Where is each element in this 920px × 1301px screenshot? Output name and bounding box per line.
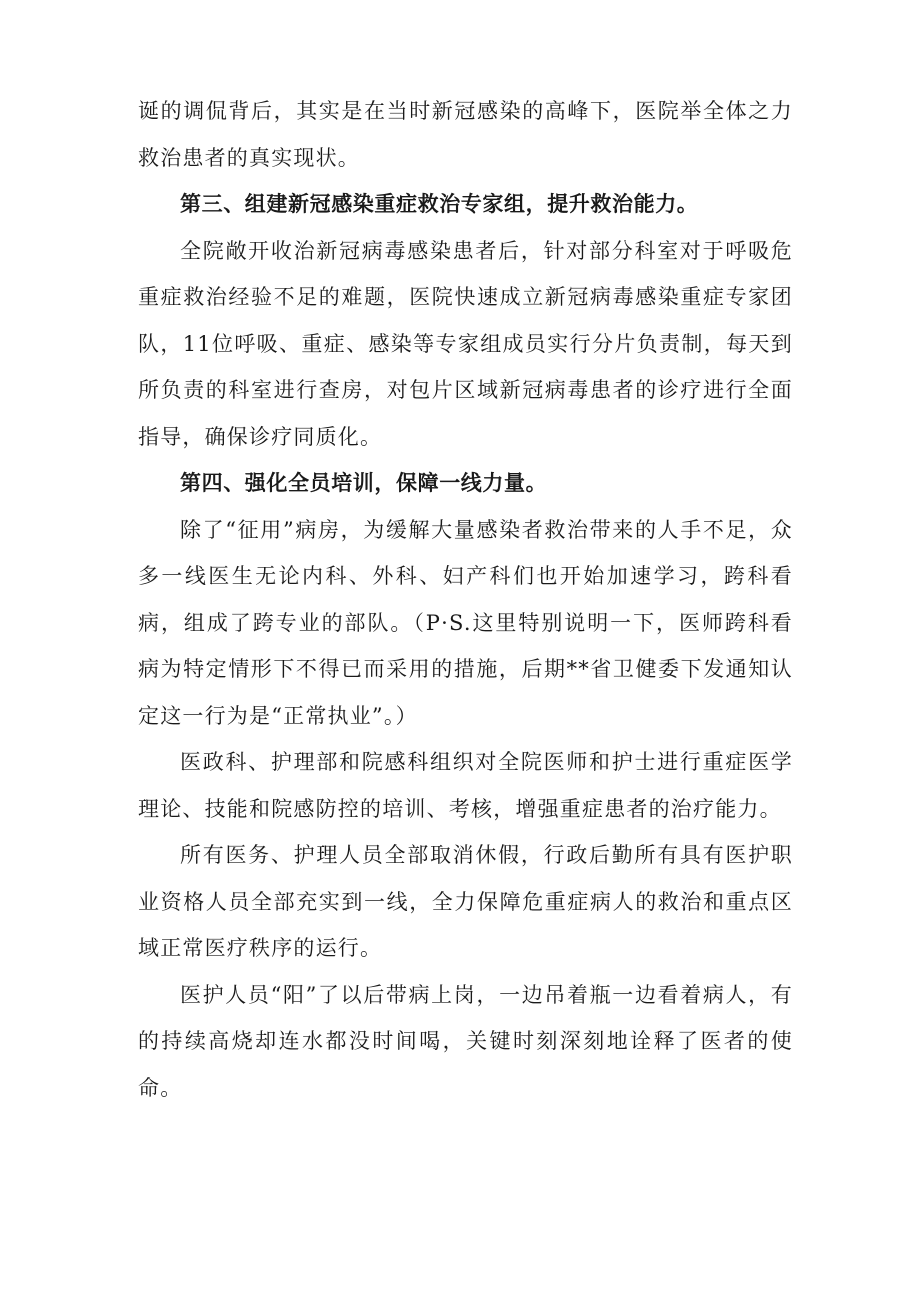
paragraph-staffing: 所有医务、护理人员全部取消休假，行政后勤所有具有医护职业资格人员全部充实到一线，全力保障危重症病人的救治和重点区域正常医疗秩序的运行。 [138, 843, 793, 960]
paragraph-expert-team: 全院敞开收治新冠病毒感染患者后，针对部分科室对于呼吸危重症救治经验不足的难题，医院快速成立新冠病毒感染重症专家团队，11位呼吸、重症、感染等专家组成员实行分片负责制，每天到所负责的科室进行查房，对包片区域新冠病毒患者的诊疗进行全面指导，确保诊疗同质化。 [138, 238, 793, 449]
paragraph-continuation: 诞的调侃背后，其实是在当时新冠感染的高峰下，医院举全体之力救治患者的真实现状。 [138, 99, 793, 170]
paragraph-cross-department: 除了“征用”病房，为缓解大量感染者救治带来的人手不足，众多一线医生无论内科、外科、妇产科们也开始加速学习，跨科看病，组成了跨专业的部队。（P·S.这里特别说明一下，医师跨科看病为特定情形下不得已而采用的措施，后期**省卫健委下发通知认定这一行为是“正常执业”。） [138, 517, 793, 728]
section-heading-fourth: 第四、强化全员培训，保障一线力量。 [180, 471, 548, 495]
section-heading-third: 第三、组建新冠感染重症救治专家组，提升救治能力。 [180, 192, 699, 216]
paragraph-dedication: 医护人员“阳”了以后带病上岗，一边吊着瓶一边看着病人，有的持续高烧却连水都没时间喝，关键时刻深刻地诠释了医者的使命。 [138, 982, 793, 1100]
paragraph-training: 医政科、护理部和院感科组织对全院医师和护士进行重症医学理论、技能和院感防控的培训、考核，增强重症患者的治疗能力。 [138, 750, 793, 821]
document-body [138, 88, 793, 1111]
